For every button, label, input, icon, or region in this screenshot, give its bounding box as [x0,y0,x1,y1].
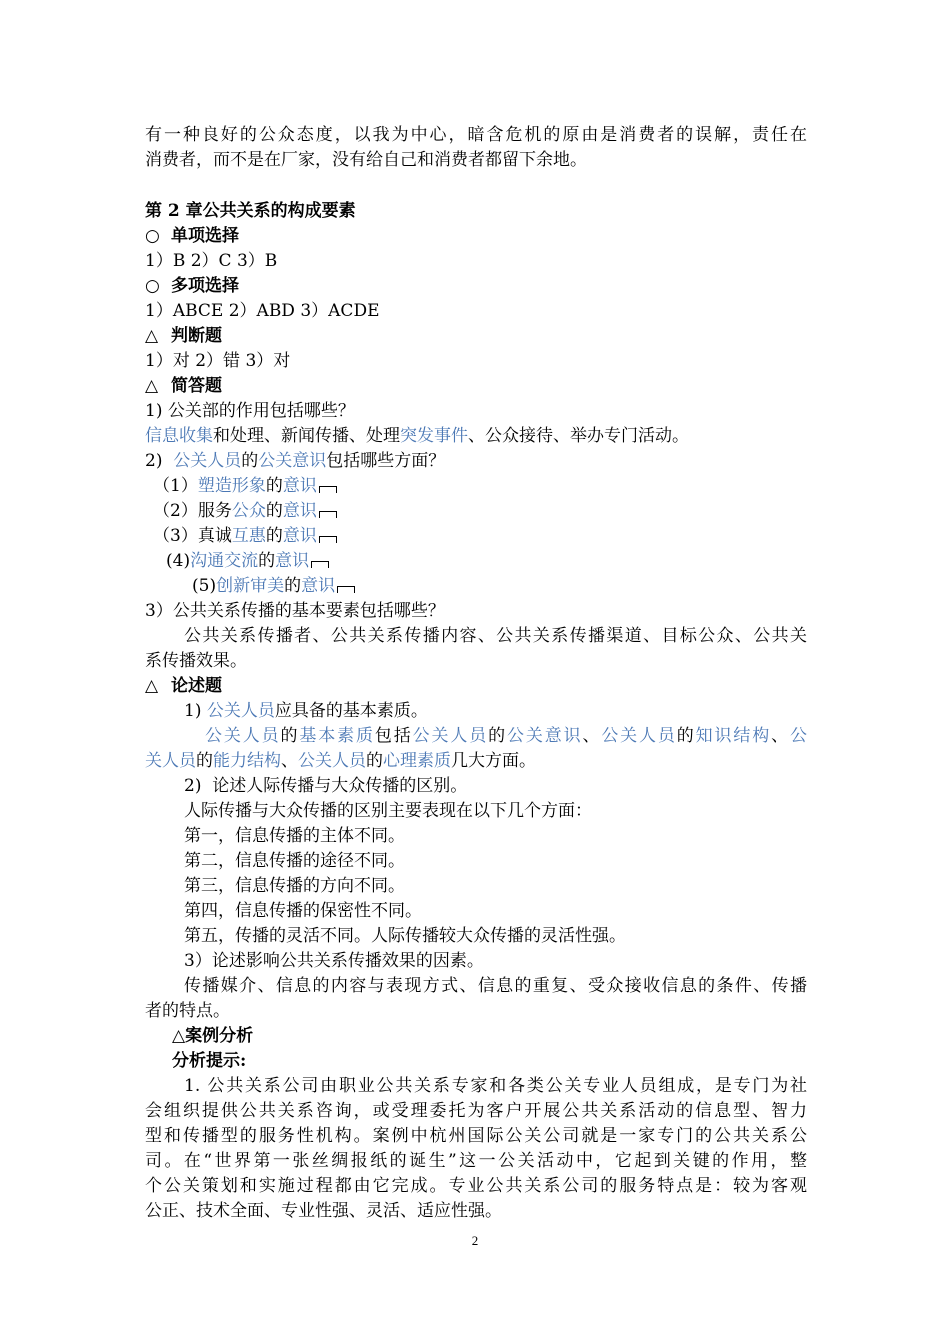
essay-question-3: 3）论述影响公共关系传播效果的因素。 [184,951,484,971]
keyword-link[interactable]: 公关意识 [506,726,583,746]
keyword-link[interactable]: 突发事件 [400,426,468,446]
section-judge-heading [145,324,222,349]
keyword-link[interactable]: 塑造形象 [197,476,266,496]
essay-question-1: 1) 公关人员应具备的基本素质。 [184,701,428,721]
case-paragraph-line: 司。在“世界第一张丝绸报纸的诞生”这一公关活动中，它起到关键的作用，整 [145,1151,807,1171]
section-single-heading [145,224,239,249]
case-paragraph-line: 公正、技术全面、专业性强、灵活、适应性强。 [145,1201,502,1221]
short-question-2: 2) 公关人员的公关意识包括哪些方面？ [145,451,446,471]
analysis-hint-heading: 分析提示: [172,1051,247,1071]
essay-answer-2-point: 第一，信息传播的主体不同。 [184,826,405,846]
essay-answer-3-line-1: 传播媒介、信息的内容与表现方式、信息的重复、受众接收信息的条件、传播 [184,976,807,996]
judge-answers: 1）对 2）错 3）对 [145,351,291,371]
section-title: 论述题 [171,676,222,696]
intro-line-1: 有一种良好的公众态度，以我为中心，暗含危机的原由是消费者的误解，责任在 [145,125,807,145]
keyword-link[interactable]: 创新审美 [216,576,285,596]
keyword-link[interactable]: 公 [790,726,808,746]
triangle-bullet-icon: △ [145,676,159,696]
keyword-link[interactable]: 公关人员 [206,701,275,721]
edit-mark-icon [319,511,337,518]
triangle-bullet-icon: △ [145,376,159,396]
keyword-link[interactable]: 基本素质 [299,726,375,746]
edit-mark-icon [311,561,329,568]
keyword-link[interactable]: 公关人员 [412,726,489,746]
keyword-link[interactable]: 意识 [301,576,336,596]
keyword-link[interactable]: 公关人员 [298,751,366,771]
essay-answer-2-point: 第四，信息传播的保密性不同。 [184,901,422,921]
essay-answer-2-point: 第五，传播的灵活不同。人际传播较大众传播的灵活性强。 [184,926,626,946]
short-question-3: 3）公共关系传播的基本要素包括哪些？ [145,601,445,621]
edit-mark-icon [337,586,355,593]
keyword-link[interactable]: 信息收集 [145,426,213,446]
keyword-link[interactable]: 互惠 [231,526,266,546]
single-answers: 1）B 2）C 3）B [145,251,278,271]
page-number: 2 [471,1233,479,1248]
list-item: （1）塑造形象的意识 [153,474,337,499]
keyword-link[interactable]: 公关意识 [258,451,327,471]
essay-answer-2-point: 第三，信息传播的方向不同。 [184,876,405,896]
list-item: （2）服务公众的意识 [153,499,337,524]
keyword-link[interactable]: 公关人员 [205,726,281,746]
section-title: 判断题 [171,326,222,346]
edit-mark-icon [319,486,337,493]
keyword-link[interactable]: 意识 [282,526,317,546]
short-answer-1: 信息收集和处理、新闻传播、处理突发事件、公众接待、举办专门活动。 [145,426,689,446]
keyword-link[interactable]: 关人员 [145,751,196,771]
edit-mark-icon [319,536,337,543]
keyword-link[interactable]: 沟通交流 [190,551,259,571]
case-paragraph-line: 个公关策划和实施过程都由它完成。专业公共关系公司的服务特点是：较为客观 [145,1176,807,1196]
chapter-title: 第 2 章公共关系的构成要素 [145,201,356,221]
section-title: 简答题 [171,376,222,396]
section-essay-heading [145,674,222,699]
multi-answers: 1）ABCE 2）ABD 3）ACDE [145,301,380,321]
keyword-link[interactable]: 意识 [282,476,317,496]
circle-bullet-icon: ○ [145,226,160,246]
case-analysis-heading: △案例分析 [172,1026,254,1046]
triangle-bullet-icon: △ [145,326,159,346]
short-question-1: 1) 公关部的作用包括哪些？ [145,401,355,421]
intro-line-2: 消费者，而不是在厂家，没有给自己和消费者都留下余地。 [145,150,587,170]
essay-answer-3-line-2: 者的特点。 [145,1001,230,1021]
keyword-link[interactable]: 能力结构 [213,751,281,771]
keyword-link[interactable]: 知识结构 [695,726,772,746]
essay-answer-2-intro: 人际传播与大众传播的区别主要表现在以下几个方面： [184,801,592,821]
keyword-link[interactable]: 公关人员 [173,451,242,471]
section-multi-heading [145,274,239,299]
circle-bullet-icon: ○ [145,276,160,296]
essay-answer-1-line-1: 公关人员的基本素质包括公关人员的公关意识、公关人员的知识结构、公 [205,726,808,746]
case-paragraph-line: 型和传播型的服务性机构。案例中杭州国际公关公司就是一家专门的公共关系公 [145,1126,807,1146]
list-item: (4)沟通交流的意识 [166,549,329,574]
keyword-link[interactable]: 意识 [275,551,310,571]
essay-answer-1-line-2: 关人员的能力结构、公关人员的心理素质几大方面。 [145,751,536,771]
keyword-link[interactable]: 公众 [231,501,266,521]
section-title: 单项选择 [171,226,239,246]
section-title: 多项选择 [171,276,239,296]
short-answer-3-line-1: 公共关系传播者、公共关系传播内容、公共关系传播渠道、目标公众、公共关 [184,626,807,646]
list-item: (5)创新审美的意识 [192,574,355,599]
essay-answer-2-point: 第二，信息传播的途径不同。 [184,851,405,871]
case-paragraph-line: 1. 公共关系公司由职业公共关系专家和各类公关专业人员组成，是专门为社 [184,1076,807,1096]
keyword-link[interactable]: 心理素质 [383,751,451,771]
keyword-link[interactable]: 公关人员 [601,726,677,746]
essay-question-2: 2) 论述人际传播与大众传播的区别。 [184,776,468,796]
short-answer-3-line-2: 系传播效果。 [145,651,247,671]
keyword-link[interactable]: 意识 [282,501,317,521]
case-paragraph-line: 会组织提供公共关系咨询，或受理委托为客户开展公共关系活动的信息型、智力 [145,1101,807,1121]
section-short-heading [145,374,222,399]
list-item: （3）真诚互惠的意识 [153,524,337,549]
